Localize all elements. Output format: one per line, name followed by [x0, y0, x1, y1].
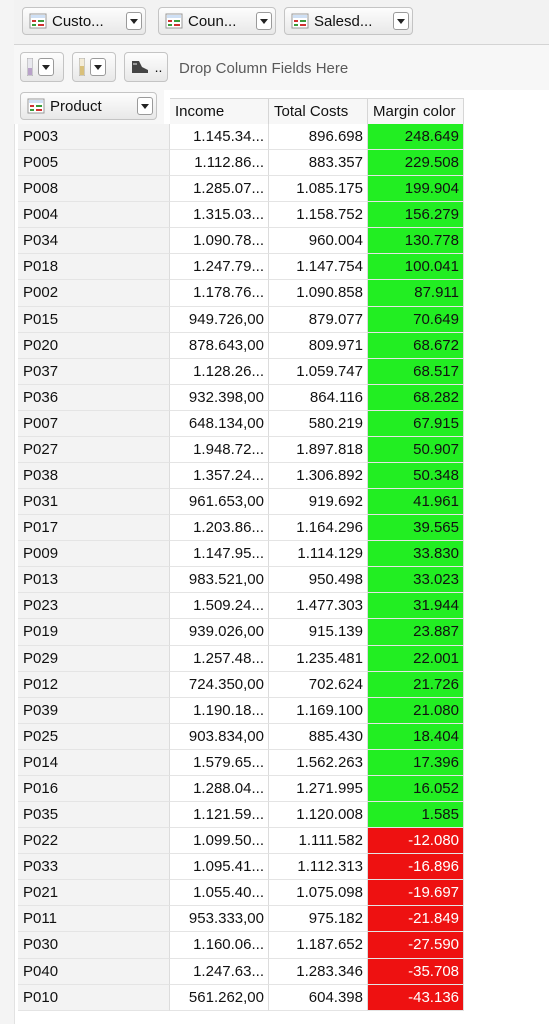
- cell-income[interactable]: 1.203.86...: [170, 515, 269, 541]
- field-list-icon: [27, 97, 45, 115]
- data-field-selector-button[interactable]: [20, 52, 64, 82]
- row-header-product[interactable]: P016: [18, 776, 170, 802]
- cell-total-costs[interactable]: 1.477.303: [269, 593, 368, 619]
- cell-margin[interactable]: -35.708: [368, 959, 464, 985]
- cell-margin[interactable]: 33.023: [368, 567, 464, 593]
- drop-column-fields-hint: Drop Column Fields Here: [179, 60, 349, 77]
- cell-margin[interactable]: 39.565: [368, 515, 464, 541]
- cell-margin[interactable]: 21.726: [368, 672, 464, 698]
- row-header-product[interactable]: P039: [18, 698, 170, 724]
- cell-total-costs[interactable]: 960.004: [269, 228, 368, 254]
- chevron-down-icon[interactable]: [256, 12, 272, 30]
- cell-income[interactable]: 949.726,00: [170, 307, 269, 333]
- row-field-product[interactable]: [20, 92, 157, 120]
- table-row: [18, 437, 464, 463]
- field-list-icon: [291, 12, 309, 30]
- row-header-product[interactable]: P021: [18, 880, 170, 906]
- chevron-down-icon[interactable]: [137, 97, 153, 115]
- table-row: [18, 385, 464, 411]
- table-row: [18, 202, 464, 228]
- cell-margin[interactable]: 68.672: [368, 333, 464, 359]
- table-row: [18, 593, 464, 619]
- cell-total-costs[interactable]: 864.116: [269, 385, 368, 411]
- cell-income[interactable]: 1.247.79...: [170, 254, 269, 280]
- cell-total-costs[interactable]: 1.085.175: [269, 176, 368, 202]
- cell-total-costs[interactable]: 885.430: [269, 724, 368, 750]
- row-header-product[interactable]: P013: [18, 567, 170, 593]
- table-row: [18, 307, 464, 333]
- cell-income[interactable]: 1.357.24...: [170, 463, 269, 489]
- cell-income[interactable]: 1.128.26...: [170, 359, 269, 385]
- cell-margin[interactable]: 23.887: [368, 619, 464, 645]
- row-header-product[interactable]: P033: [18, 854, 170, 880]
- table-row: [18, 567, 464, 593]
- cell-total-costs[interactable]: 580.219: [269, 411, 368, 437]
- field-list-icon: [165, 12, 183, 30]
- cell-income[interactable]: 1.160.06...: [170, 932, 269, 958]
- cell-margin[interactable]: -16.896: [368, 854, 464, 880]
- row-header-product[interactable]: P012: [18, 672, 170, 698]
- row-header-product[interactable]: P040: [18, 959, 170, 985]
- chevron-down-icon[interactable]: [393, 12, 409, 30]
- cell-margin[interactable]: 41.961: [368, 489, 464, 515]
- table-row: [18, 176, 464, 202]
- row-header-product[interactable]: P037: [18, 359, 170, 385]
- cell-total-costs[interactable]: 809.971: [269, 333, 368, 359]
- row-header-product[interactable]: P018: [18, 254, 170, 280]
- cell-margin[interactable]: 17.396: [368, 750, 464, 776]
- cell-margin[interactable]: 50.348: [368, 463, 464, 489]
- cell-margin[interactable]: 33.830: [368, 541, 464, 567]
- cell-income[interactable]: 939.026,00: [170, 619, 269, 645]
- column-header-margin-color[interactable]: Margin color: [368, 98, 464, 124]
- cell-margin[interactable]: 50.907: [368, 437, 464, 463]
- cell-total-costs[interactable]: 1.090.858: [269, 280, 368, 306]
- cell-income[interactable]: 1.099.50...: [170, 828, 269, 854]
- table-row: [18, 646, 464, 672]
- table-row: [18, 333, 464, 359]
- chart-tool-icon: [130, 58, 150, 76]
- chevron-down-icon[interactable]: [90, 58, 106, 76]
- cell-total-costs[interactable]: 919.692: [269, 489, 368, 515]
- table-row: [18, 280, 464, 306]
- field-list-icon: [29, 12, 47, 30]
- more-fields-button[interactable]: [124, 52, 168, 82]
- data-field-selector-button-2[interactable]: [72, 52, 116, 82]
- row-header-product[interactable]: P003: [18, 124, 170, 150]
- row-header-product[interactable]: P014: [18, 750, 170, 776]
- cell-income[interactable]: 1.948.72...: [170, 437, 269, 463]
- cell-total-costs[interactable]: 702.624: [269, 672, 368, 698]
- column-header-total-costs[interactable]: Total Costs: [269, 98, 368, 124]
- cell-income[interactable]: 1.095.41...: [170, 854, 269, 880]
- row-header-product[interactable]: P005: [18, 150, 170, 176]
- row-header-product[interactable]: P004: [18, 202, 170, 228]
- cell-margin[interactable]: -21.849: [368, 906, 464, 932]
- cell-total-costs[interactable]: 1.120.008: [269, 802, 368, 828]
- row-header-product[interactable]: P038: [18, 463, 170, 489]
- table-row: [18, 932, 464, 958]
- cell-income[interactable]: 1.090.78...: [170, 228, 269, 254]
- cell-total-costs[interactable]: 1.169.100: [269, 698, 368, 724]
- cell-income[interactable]: 983.521,00: [170, 567, 269, 593]
- table-row: [18, 724, 464, 750]
- cell-margin[interactable]: -43.136: [368, 985, 464, 1011]
- filter-area: [14, 0, 549, 45]
- cell-income[interactable]: 1.178.76...: [170, 280, 269, 306]
- pivot-data-grid: [18, 124, 464, 1011]
- cell-total-costs[interactable]: 1.158.752: [269, 202, 368, 228]
- cell-margin[interactable]: 18.404: [368, 724, 464, 750]
- row-header-product[interactable]: P036: [18, 385, 170, 411]
- table-row: [18, 854, 464, 880]
- table-row: [18, 463, 464, 489]
- cell-margin[interactable]: 21.080: [368, 698, 464, 724]
- cell-margin[interactable]: 248.649: [368, 124, 464, 150]
- cell-total-costs[interactable]: 1.271.995: [269, 776, 368, 802]
- table-row: [18, 124, 464, 150]
- filter-field-label: Custo...: [52, 12, 104, 30]
- cell-income[interactable]: 561.262,00: [170, 985, 269, 1011]
- cell-total-costs[interactable]: 1.562.263: [269, 750, 368, 776]
- row-header-product[interactable]: P025: [18, 724, 170, 750]
- row-header-product[interactable]: P035: [18, 802, 170, 828]
- more-fields-label: ..: [154, 59, 163, 75]
- cell-margin[interactable]: 100.041: [368, 254, 464, 280]
- table-row: [18, 985, 464, 1011]
- cell-margin[interactable]: 31.944: [368, 593, 464, 619]
- cell-total-costs[interactable]: 1.059.747: [269, 359, 368, 385]
- cell-margin[interactable]: 68.517: [368, 359, 464, 385]
- cell-income[interactable]: 961.653,00: [170, 489, 269, 515]
- cell-income[interactable]: 1.112.86...: [170, 150, 269, 176]
- cell-margin[interactable]: 199.904: [368, 176, 464, 202]
- row-header-product[interactable]: P009: [18, 541, 170, 567]
- table-row: [18, 254, 464, 280]
- cell-margin[interactable]: -12.080: [368, 828, 464, 854]
- cell-margin[interactable]: -27.590: [368, 932, 464, 958]
- cell-total-costs[interactable]: 950.498: [269, 567, 368, 593]
- cell-margin[interactable]: 22.001: [368, 646, 464, 672]
- table-row: [18, 411, 464, 437]
- table-row: [18, 828, 464, 854]
- cell-margin[interactable]: 156.279: [368, 202, 464, 228]
- row-header-product[interactable]: P031: [18, 489, 170, 515]
- table-row: [18, 150, 464, 176]
- table-row: [18, 359, 464, 385]
- row-header-product[interactable]: P015: [18, 307, 170, 333]
- row-header-product[interactable]: P019: [18, 619, 170, 645]
- column-bar-icon: [79, 58, 85, 76]
- chevron-down-icon[interactable]: [126, 12, 142, 30]
- cell-margin[interactable]: 70.649: [368, 307, 464, 333]
- cell-income[interactable]: 1.509.24...: [170, 593, 269, 619]
- cell-total-costs[interactable]: 883.357: [269, 150, 368, 176]
- cell-total-costs[interactable]: 1.897.818: [269, 437, 368, 463]
- column-fields-area[interactable]: [14, 45, 549, 90]
- cell-total-costs[interactable]: 1.075.098: [269, 880, 368, 906]
- cell-income[interactable]: 724.350,00: [170, 672, 269, 698]
- cell-total-costs[interactable]: 1.114.129: [269, 541, 368, 567]
- row-header-product[interactable]: P017: [18, 515, 170, 541]
- cell-total-costs[interactable]: 896.698: [269, 124, 368, 150]
- cell-income[interactable]: 1.247.63...: [170, 959, 269, 985]
- cell-income[interactable]: 1.288.04...: [170, 776, 269, 802]
- filter-field-country[interactable]: [158, 7, 276, 35]
- filter-field-salesdate[interactable]: [284, 7, 413, 35]
- cell-total-costs[interactable]: 1.283.346: [269, 959, 368, 985]
- cell-total-costs[interactable]: 604.398: [269, 985, 368, 1011]
- cell-margin[interactable]: 1.585: [368, 802, 464, 828]
- cell-income[interactable]: 878.643,00: [170, 333, 269, 359]
- row-header-product[interactable]: P023: [18, 593, 170, 619]
- filter-field-label: Coun...: [188, 12, 237, 30]
- cell-margin[interactable]: 229.508: [368, 150, 464, 176]
- cell-total-costs[interactable]: 1.112.313: [269, 854, 368, 880]
- table-row: [18, 541, 464, 567]
- cell-total-costs[interactable]: 879.077: [269, 307, 368, 333]
- cell-income[interactable]: 1.257.48...: [170, 646, 269, 672]
- cell-margin[interactable]: 68.282: [368, 385, 464, 411]
- cell-margin[interactable]: 130.778: [368, 228, 464, 254]
- row-header-product[interactable]: P020: [18, 333, 170, 359]
- table-row: [18, 228, 464, 254]
- cell-total-costs[interactable]: 1.164.296: [269, 515, 368, 541]
- cell-income[interactable]: 903.834,00: [170, 724, 269, 750]
- table-row: [18, 619, 464, 645]
- row-header-product[interactable]: P002: [18, 280, 170, 306]
- row-header-product[interactable]: P034: [18, 228, 170, 254]
- column-header-income[interactable]: Income: [170, 98, 269, 124]
- cell-income[interactable]: 648.134,00: [170, 411, 269, 437]
- table-row: [18, 489, 464, 515]
- row-header-product[interactable]: P010: [18, 985, 170, 1011]
- table-row: [18, 750, 464, 776]
- row-header-product[interactable]: P029: [18, 646, 170, 672]
- filter-field-label: Salesd...: [314, 12, 373, 30]
- table-row: [18, 672, 464, 698]
- table-row: [18, 880, 464, 906]
- cell-income[interactable]: 932.398,00: [170, 385, 269, 411]
- table-row: [18, 776, 464, 802]
- row-header-product[interactable]: P027: [18, 437, 170, 463]
- cell-total-costs[interactable]: 915.139: [269, 619, 368, 645]
- cell-income[interactable]: 1.121.59...: [170, 802, 269, 828]
- cell-total-costs[interactable]: 1.147.754: [269, 254, 368, 280]
- cell-income[interactable]: 953.333,00: [170, 906, 269, 932]
- column-bar-icon: [27, 58, 33, 76]
- table-row: [18, 959, 464, 985]
- cell-margin[interactable]: 16.052: [368, 776, 464, 802]
- cell-total-costs[interactable]: 975.182: [269, 906, 368, 932]
- cell-total-costs[interactable]: 1.306.892: [269, 463, 368, 489]
- table-row: [18, 802, 464, 828]
- table-row: [18, 698, 464, 724]
- row-header-product[interactable]: P030: [18, 932, 170, 958]
- cell-income[interactable]: 1.285.07...: [170, 176, 269, 202]
- row-header-product[interactable]: P022: [18, 828, 170, 854]
- cell-margin[interactable]: 87.911: [368, 280, 464, 306]
- cell-income[interactable]: 1.579.65...: [170, 750, 269, 776]
- cell-income[interactable]: 1.190.18...: [170, 698, 269, 724]
- row-header-product[interactable]: P011: [18, 906, 170, 932]
- row-header-product[interactable]: P008: [18, 176, 170, 202]
- cell-income[interactable]: 1.315.03...: [170, 202, 269, 228]
- cell-total-costs[interactable]: 1.111.582: [269, 828, 368, 854]
- cell-margin[interactable]: -19.697: [368, 880, 464, 906]
- cell-income[interactable]: 1.147.95...: [170, 541, 269, 567]
- row-fields-area: [14, 90, 164, 124]
- table-row: [18, 515, 464, 541]
- table-row: [18, 906, 464, 932]
- filter-field-customer[interactable]: [22, 7, 146, 35]
- left-gutter: [0, 0, 15, 1024]
- row-field-label: Product: [50, 97, 102, 115]
- cell-margin[interactable]: 67.915: [368, 411, 464, 437]
- row-header-product[interactable]: P007: [18, 411, 170, 437]
- cell-income[interactable]: 1.055.40...: [170, 880, 269, 906]
- cell-total-costs[interactable]: 1.187.652: [269, 932, 368, 958]
- chevron-down-icon[interactable]: [38, 58, 54, 76]
- cell-income[interactable]: 1.145.34...: [170, 124, 269, 150]
- cell-total-costs[interactable]: 1.235.481: [269, 646, 368, 672]
